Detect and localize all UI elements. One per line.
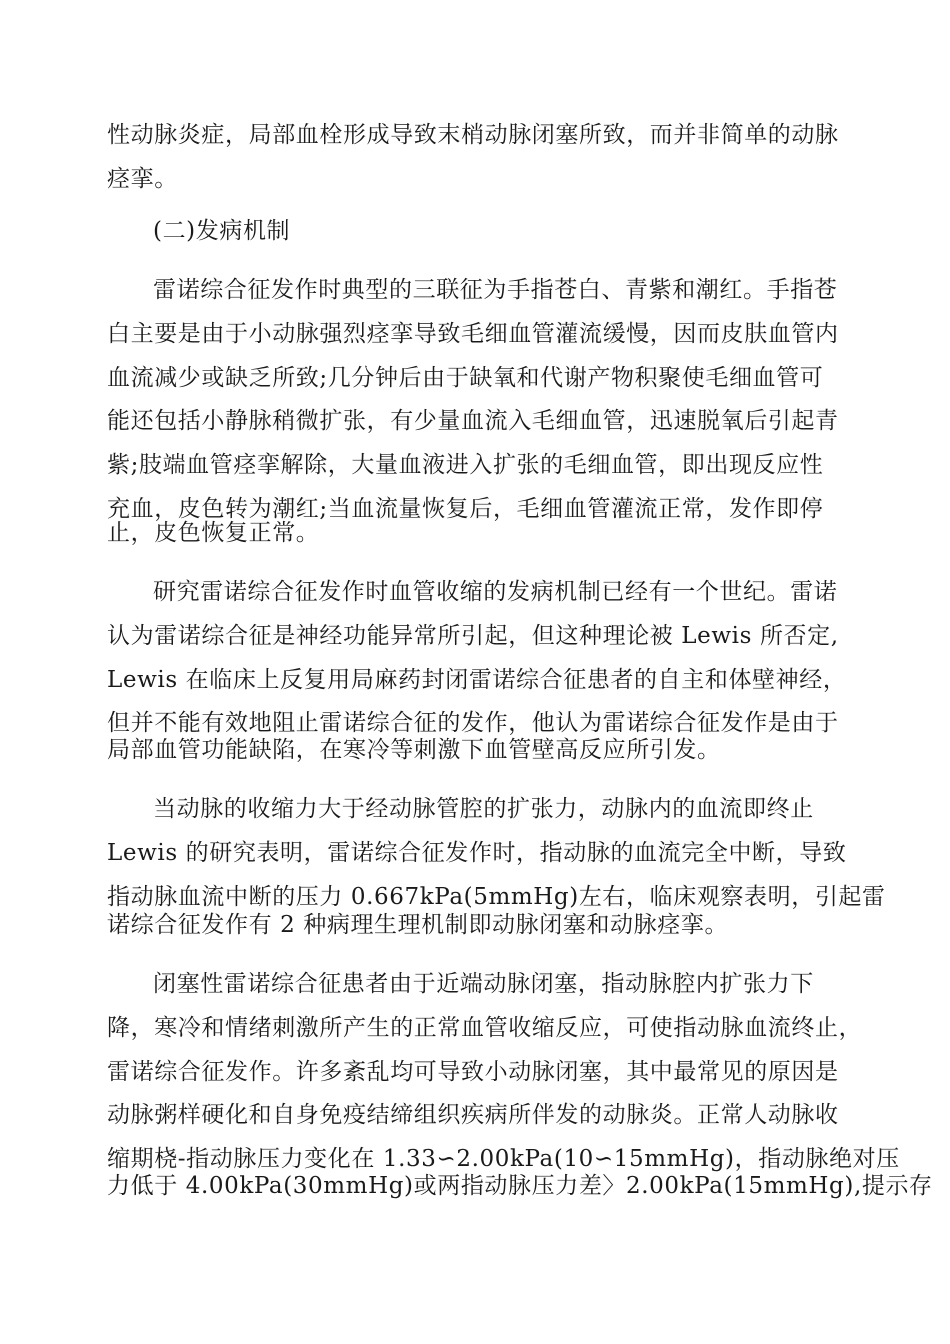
text-line: 闭塞性雷诺综合征患者由于近端动脉闭塞，指动脉腔内扩张力下 [153,971,814,997]
text-line: Lewis 在临床上反复用局麻药封闭雷诺综合征患者的自主和体壁神经， [107,667,847,693]
text-line: 诺综合征发作有 2 种病理生理机制即动脉闭塞和动脉痉挛。 [107,912,729,938]
text-line: 雷诺综合征发作时典型的三联征为手指苍白、青紫和潮红。手指苍 [153,277,838,303]
text-line: 止，皮色恢复正常。 [107,520,320,546]
text-line: 认为雷诺综合征是神经功能异常所引起，但这种理论被 Lewis 所否定, [107,623,839,649]
text-line: 但并不能有效地阻止雷诺综合征的发作，他认为雷诺综合征发作是由于 [107,710,839,736]
text-line: 局部血管功能缺陷，在寒冷等刺激下血管壁高反应所引发。 [107,737,721,763]
text-line: 性动脉炎症，局部血栓形成导致末梢动脉闭塞所致，而并非简单的动脉 [107,122,839,148]
text-line: 缩期桡-指动脉压力变化在 1.33∽2.00kPa(10∽15mmHg)，指动脉绝对压 [107,1146,900,1172]
text-line: Lewis 的研究表明，雷诺综合征发作时，指动脉的血流完全中断，导致 [107,840,847,866]
text-line: 雷诺综合征发作。许多紊乱均可导致小动脉闭塞，其中最常见的原因是 [107,1059,839,1085]
text-line: 血流减少或缺乏所致;几分钟后由于缺氧和代谢产物积聚使毛细血管可 [107,365,824,391]
text-line: 动脉粥样硬化和自身免疫结缔组织疾病所伴发的动脉炎。正常人动脉收 [107,1102,839,1128]
text-line: 充血，皮色转为潮红;当血流量恢复后，毛细血管灌流正常，发作即停 [107,496,824,522]
text-line: 指动脉血流中断的压力 0.667kPa(5mmHg)左右，临床观察表明，引起雷 [107,884,886,910]
text-line: 能还包括小静脉稍微扩张，有少量血流入毛细血管，迅速脱氧后引起青 [107,408,839,434]
section-heading: (二)发病机制 [153,218,291,244]
text-line: 力低于 4.00kPa(30mmHg)或两指动脉压力差〉2.00kPa(15mmHg),提示存 [107,1173,933,1199]
text-line: 紫;肢端血管痉挛解除，大量血液进入扩张的毛细血管，即出现反应性 [107,452,824,478]
text-line: 当动脉的收缩力大于经动脉管腔的扩张力，动脉内的血流即终止 [153,796,814,822]
text-line: 降，寒冷和情绪刺激所产生的正常血管收缩反应，可使指动脉血流终止， [107,1015,863,1041]
text-line: 痉挛。 [107,166,178,192]
text-line: 研究雷诺综合征发作时血管收缩的发病机制已经有一个世纪。雷诺 [153,579,838,605]
text-line: 白主要是由于小动脉强烈痉挛导致毛细血管灌流缓慢，因而皮肤血管内 [107,321,839,347]
